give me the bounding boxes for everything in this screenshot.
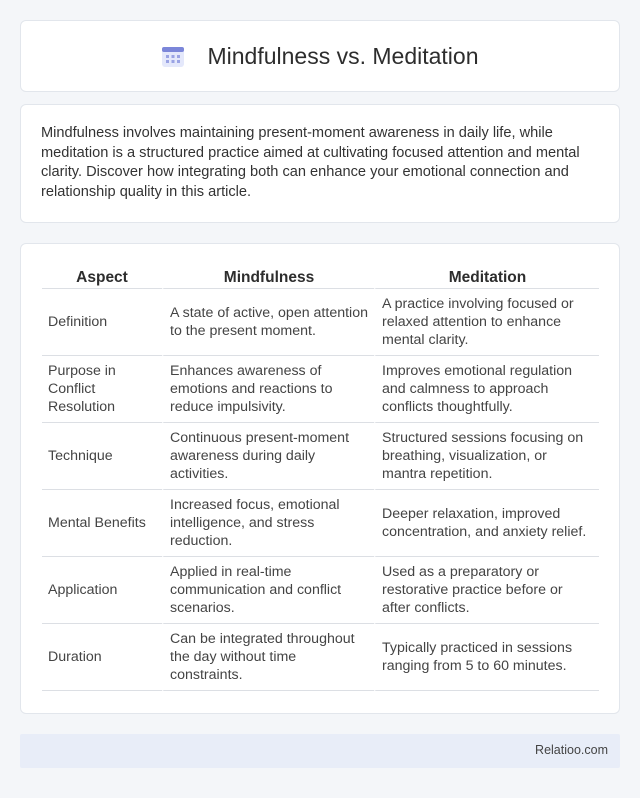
title-card xyxy=(20,20,620,92)
mindfulness-cell: Can be integrated throughout the day without time constraints. xyxy=(162,624,374,691)
meditation-cell: A practice involving focused or relaxed attention to enhance mental clarity. xyxy=(374,289,599,356)
column-header-aspect: Aspect xyxy=(42,265,162,289)
mindfulness-cell: A state of active, open attention to the present moment. xyxy=(162,289,374,356)
table-row xyxy=(42,557,599,624)
calendar-icon xyxy=(161,44,185,68)
aspect-cell: Duration xyxy=(42,624,162,691)
column-header-mindfulness: Mindfulness xyxy=(162,265,374,289)
mindfulness-cell: Applied in real-time communication and conflict scenarios. xyxy=(162,557,374,624)
meditation-cell: Improves emotional regulation and calmness to approach conflicts thoughtfully. xyxy=(374,356,599,423)
table-row xyxy=(42,624,599,691)
aspect-cell: Technique xyxy=(42,423,162,490)
footer xyxy=(20,734,620,768)
aspect-cell: Purpose in Conflict Resolution xyxy=(42,356,162,423)
page-title: Mindfulness vs. Meditation xyxy=(207,42,479,69)
aspect-cell: Application xyxy=(42,557,162,624)
meditation-cell: Structured sessions focusing on breathing, visualization, or mantra repetition. xyxy=(374,423,599,490)
footer-brand[interactable]: Relatioo.com xyxy=(535,743,608,757)
meditation-cell: Deeper relaxation, improved concentration, and anxiety relief. xyxy=(374,490,599,557)
table-header-row xyxy=(42,265,599,289)
meditation-cell: Typically practiced in sessions ranging from 5 to 60 minutes. xyxy=(374,624,599,691)
intro-text: Mindfulness involves maintaining present-moment awareness in daily life, while meditation is a structured practice aimed at cultivating focused attention and mental clarity. Discover how integrating both can enhance your emotional connection and relationship quality in this article. xyxy=(41,125,580,200)
mindfulness-cell: Continuous present-moment awareness during daily activities. xyxy=(162,423,374,490)
comparison-card xyxy=(20,243,620,714)
mindfulness-cell: Enhances awareness of emotions and reactions to reduce impulsivity. xyxy=(162,356,374,423)
table-row xyxy=(42,289,599,356)
aspect-cell: Mental Benefits xyxy=(42,490,162,557)
table-row xyxy=(42,356,599,423)
table-row xyxy=(42,423,599,490)
meditation-cell: Used as a preparatory or restorative practice before or after conflicts. xyxy=(374,557,599,624)
mindfulness-cell: Increased focus, emotional intelligence, and stress reduction. xyxy=(162,490,374,557)
table-row xyxy=(42,490,599,557)
intro-card xyxy=(20,104,620,223)
comparison-table xyxy=(42,265,599,691)
aspect-cell: Definition xyxy=(42,289,162,356)
column-header-meditation: Meditation xyxy=(374,265,599,289)
